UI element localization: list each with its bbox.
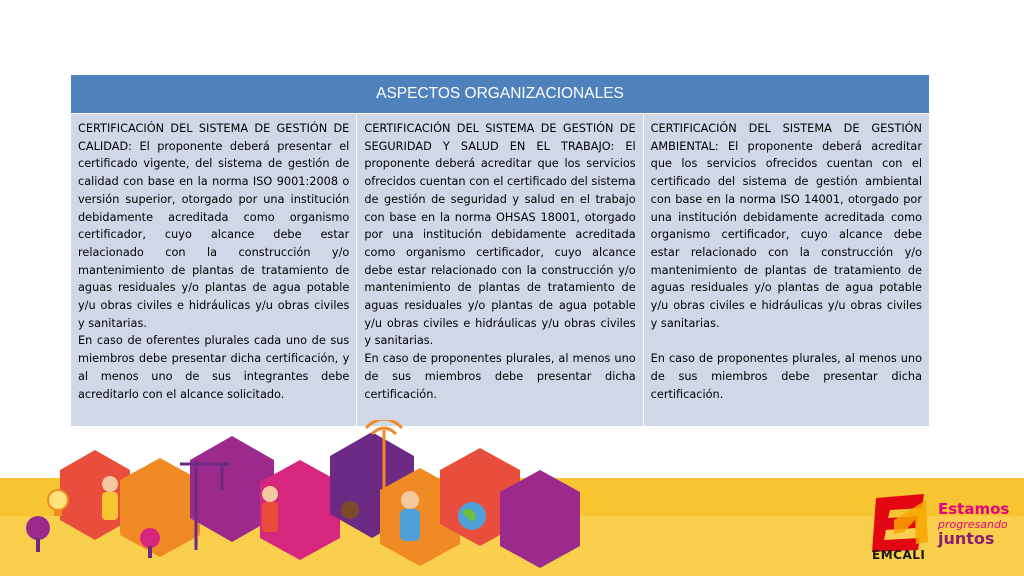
aspects-table — [70, 74, 930, 427]
table-header: ASPECTOS ORGANIZACIONALES — [71, 75, 930, 114]
brand-block — [868, 490, 1018, 570]
globe-icon — [458, 502, 486, 530]
environmental-plural-text: En caso de proponentes plurales, al menos uno de sus miembros debe presentar dicha certificación. — [650, 352, 922, 401]
tagline-line-3: juntos — [938, 529, 995, 548]
tagline-line-2: progresando — [938, 518, 1008, 531]
environmental-certification-cell — [643, 114, 929, 427]
quality-certification-text: CERTIFICACIÓN DEL SISTEMA DE GESTIÓN DE CALIDAD: El proponente deberá presentar el certificado vigente, del sistema de gestión de calidad con base en la norma ISO 9001:2008 o versión superior, otorgado por una institución debidamente acreditada como organismo certificador, cuyo alcance debe estar relacionado con la construcción y/o mantenimiento de plantas de tratamiento de aguas residuales y/o plantas de agua potable y/u obras civiles e hidráulicas y/u obras civiles y sanitarias. — [78, 122, 350, 330]
safety-certification-text: CERTIFICACIÓN DEL SISTEMA DE GESTIÓN DE SEGURIDAD Y SALUD EN EL TRABAJO: El proponente deberá acreditar que los servicios ofrecidos cuentan con el certificado del sistema de gestión de seguridad y salud en el trabajo con base en la norma OHSAS 18001, otorgado por una institución debidamente acreditada como organismo certificador, cuyo alcance debe estar relacionado con la construcción y/o mantenimiento de plantas de tratamiento de aguas residuales y/o plantas de agua potable y/u obras civiles e hidráulicas y/u obras civiles y sanitarias. — [364, 122, 636, 348]
safety-plural-text: En caso de proponentes plurales, al menos uno de sus miembros debe presentar dicha certificación. — [364, 352, 636, 401]
brand-tagline — [938, 502, 1018, 547]
table-row — [71, 114, 930, 427]
quality-plural-text: En caso de oferentes plurales cada uno de sus miembros debe presentar dicha certificación, y al menos uno de sus integrantes debe acreditarlo con el alcance solicitado. — [78, 334, 350, 401]
environmental-certification-text: CERTIFICACIÓN DEL SISTEMA DE GESTIÓN AMBIENTAL: El proponente deberá acreditar que los servicios ofrecidos cuentan con el certificado del sistema de gestión ambiental con base en la norma ISO 14001, otorgado por una institución debidamente acreditada como organismo certificador, cuyo alcance debe estar relacionado con la construcción y/o mantenimiento de plantas de tratamiento de aguas residuales y/o plantas de agua potable y/u obras civiles e hidráulicas y/u obras civiles y sanitarias. — [650, 122, 922, 330]
tagline-line-1: Estamos — [938, 500, 1010, 518]
aspects-table-container — [70, 74, 930, 427]
quality-certification-cell — [71, 114, 357, 427]
safety-certification-cell — [357, 114, 643, 427]
emcali-wordmark: EMCALI — [872, 548, 926, 562]
